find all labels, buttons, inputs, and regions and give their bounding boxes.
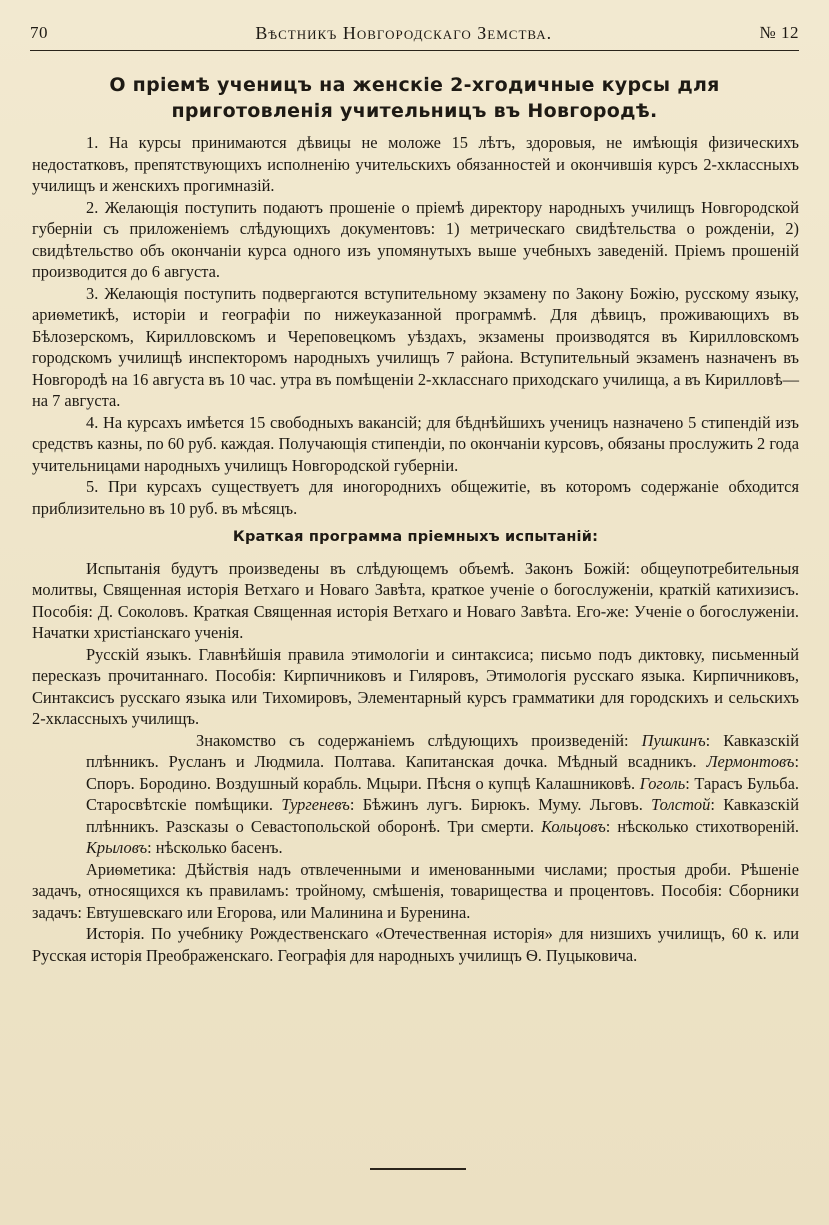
literature-text: : Бѣжинъ лугъ. Бирюкъ. Муму. Льговъ. bbox=[349, 795, 652, 814]
page-number: 70 bbox=[30, 23, 48, 42]
literature-text: : Споръ. Бородино. Воздушный корабль. Мцыри. Пѣсня о купцѣ Калашниковѣ. bbox=[86, 752, 799, 793]
end-rule bbox=[370, 1168, 466, 1170]
author-name: Тургеневъ bbox=[281, 795, 350, 814]
article-heading: О пріемѣ ученицъ на женскіе 2-хгодичные курсы для приготовленія учительницъ въ Новгородѣ. bbox=[109, 74, 720, 122]
literature-text: Знакомство съ содержаніемъ слѣдующихъ произведеній: bbox=[196, 730, 642, 750]
program-subheading: Краткая программа пріемныхъ испытаній: bbox=[232, 529, 599, 545]
article-body bbox=[32, 132, 799, 966]
literature-text: : нѣсколько стихотвореній. bbox=[605, 816, 799, 836]
paragraph-4: 4. На курсахъ имѣется 15 свободныхъ вакансій; для бѣднѣйшихъ ученицъ назначено 5 стипендій изъ средствъ казны, по 60 руб. каждая. Получающія стипендіи, по окончаніи курсовъ, обязаны прослужить 2 года учительницами народныхъ училищъ Новгородской губерніи. bbox=[32, 412, 799, 475]
program-arithmetic: Ариѳметика: Дѣйствія надъ отвлеченными и именованными числами; простыя дроби. Рѣшеніе задачъ, относящихся къ правиламъ: тройному, смѣшенія, товарищества и процентовъ. Пособія: Сборники задачъ: Евтушевскаго или Егорова, или Малинина и Буренина. bbox=[32, 859, 799, 922]
author-name: Гоголь bbox=[639, 773, 686, 793]
running-header bbox=[30, 18, 799, 48]
paragraph-1: 1. На курсы принимаются дѣвицы не моложе 15 лѣтъ, здоровыя, не имѣющія физическихъ недостатковъ, препятствующихъ исполненію учительскихъ обязанностей и окончившія курсъ 2-хклассныхъ училищъ и женскихъ прогимназій. bbox=[32, 133, 799, 195]
program-history: Исторія. По учебнику Рождественскаго «Отечественная исторія» для низшихъ училищъ, 60 к. или Русская исторія Преображенскаго. Географія для народныхъ училищъ Ѳ. Пуцыковича. bbox=[32, 924, 799, 965]
author-name: Толстой bbox=[651, 795, 711, 814]
literature-text: : Кавказскій плѣнникъ. Русланъ и Людмила. Полтава. Капитанская дочка. Мѣдный всадникъ. bbox=[86, 730, 799, 771]
literature-text: : нѣсколько басенъ. bbox=[147, 838, 283, 857]
literature-text: : Тарасъ Бульба. Старосвѣтскіе помѣщики. bbox=[86, 773, 799, 814]
paragraph-2: 2. Желающія поступить подаютъ прошеніе о пріемѣ директору народныхъ училищъ Новгородской губерніи съ приложеніемъ слѣдующихъ документовъ: 1) метрическаго свидѣтельства о рожденіи, 2) свидѣтельство объ окончаніи курса одного изъ упомянутыхъ выше учебныхъ заведеній. Пріемъ прошеній производится до 6 августа. bbox=[32, 197, 799, 281]
issue-number: № 12 bbox=[759, 23, 799, 42]
program-russian: Русскій языкъ. Главнѣйшія правила этимологіи и синтаксиса; письмо подъ диктовку, письменный пересказъ прочитаннаго. Пособія: Кирпичниковъ и Гиляровъ, Этимологія русскаго языка. Кирпичниковъ, Синтаксисъ русскаго языка или Тихомировъ, Элементарный курсъ грамматики для городскихъ и сельскихъ 2-хклассныхъ училищъ. bbox=[32, 644, 799, 728]
journal-title: Вѣстникъ Новгородскаго Земства. bbox=[255, 22, 553, 43]
author-name: Пушкинъ bbox=[641, 730, 706, 750]
author-name: Кольцовъ bbox=[541, 816, 606, 836]
literature-text: : Кавказскій плѣнникъ. Разсказы о Севастопольской оборонѣ. Три смерти. bbox=[86, 795, 799, 836]
program-religion: Испытанія будутъ произведены въ слѣдующемъ объемѣ. Законъ Божій: общеупотребительныя молитвы, Священная исторія Ветхаго и Новаго Завѣта, краткое ученіе о богослуженіи, краткій катихизисъ. Пособія: Д. Соколовъ. Краткая Священная исторія Ветхаго и Новаго Завѣта. Его-же: Ученіе о богослуженіи. Начатки христіанскаго ученія. bbox=[32, 558, 799, 642]
author-name: Крыловъ bbox=[86, 838, 148, 857]
author-name: Лермонтовъ bbox=[706, 752, 795, 771]
paragraph-5: 5. При курсахъ существуетъ для иногороднихъ общежитіе, въ которомъ содержаніе обходится приблизительно въ 10 руб. въ мѣсяцъ. bbox=[32, 477, 799, 518]
program-literature bbox=[86, 730, 799, 859]
header-rule bbox=[30, 50, 799, 51]
paragraph-3: 3. Желающія поступить подвергаются вступительному экзамену по Закону Божію, русскому языку, ариѳметикѣ, исторіи и географіи по нижеуказанной программѣ. Для дѣвицъ, проживающихъ въ Бѣлозерскомъ, Кирилловскомъ и Череповецкомъ уѣздахъ, экзамены производятся въ Кирилловскомъ городскомъ училищѣ инспекторомъ народныхъ училищъ 7 района. Вступительный экзаменъ назначенъ въ Новгородѣ на 16 августа въ 10 час. утра въ помѣщеніи 2-хкласснаго приходскаго училища, а въ Кирилловѣ—на 7 августа. bbox=[32, 283, 799, 410]
